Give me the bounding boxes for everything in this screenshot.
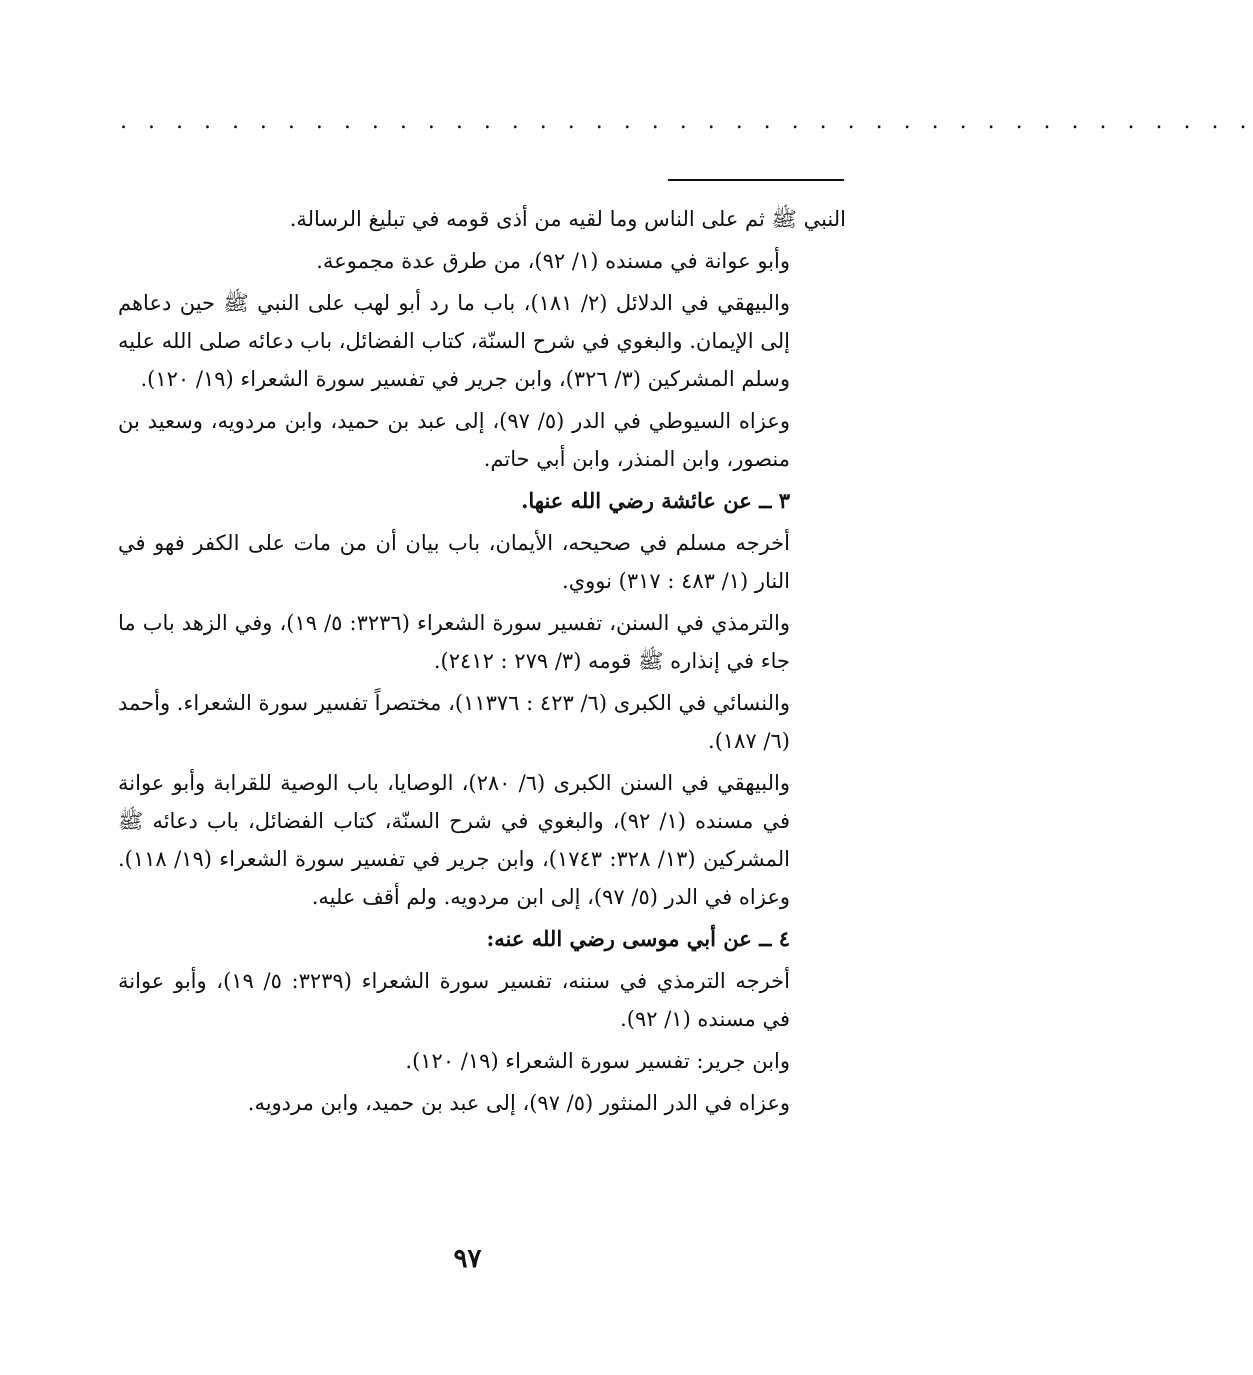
- section-heading-3: ٣ ــ عن عائشة رضي الله عنها.: [521, 488, 790, 513]
- page-body: [118, 200, 846, 1126]
- paragraph-4: وعزاه السيوطي في الدر (٥/ ٩٧)، إلى عبد بن حميد، وابن مردويه، وسعيد بن منصور، وابن المنذر، وابن أبي حاتم.: [118, 409, 790, 471]
- paragraph-11: وعزاه في الدر المنثور (٥/ ٩٧)، إلى عبد بن حميد، وابن مردويه.: [247, 1091, 790, 1115]
- paragraph-3: والبيهقي في الدلائل (٢/ ١٨١)، باب ما رد أبو لهب على النبي ﷺ حين دعاهم إلى الإيمان. والبغوي في شرح السنّة، كتاب الفضائل، باب دعائه صلى الله عليه وسلم المشركين (٣/ ٣٢٦)، وابن جرير في تفسير سورة الشعراء (١٩/ ١٢٠).: [118, 291, 790, 391]
- header-dotted-line: . . . . . . . . . . . . . . . . . . . . . . . . . . . . . . . . . . . . . . . . .: [120, 109, 1253, 134]
- page-number: ٩٧: [453, 1244, 482, 1274]
- paragraph-8: والبيهقي في السنن الكبرى (٦/ ٢٨٠)، الوصايا، باب الوصية للقرابة وأبو عوانة في مسنده (١/ ٩٢)، والبغوي في شرح السنّة، كتاب الفضائل، باب دعائه ﷺ المشركين (١٣/ ٣٢٨: ١٧٤٣)، وابن جرير في تفسير سورة الشعراء (١٩/ ١١٨). وعزاه في الدر (٥/ ٩٧)، إلى ابن مردويه. ولم أقف عليه.: [118, 771, 790, 909]
- footnote-separator-rule: [668, 179, 844, 181]
- paragraph-7: والنسائي في الكبرى (٦/ ٤٢٣ : ١١٣٧٦)، مختصراً تفسير سورة الشعراء. وأحمد (٦/ ١٨٧).: [118, 691, 790, 753]
- section-heading-4: ٤ ــ عن أبي موسى رضي الله عنه:: [486, 926, 790, 951]
- paragraph-10: وابن جرير: تفسير سورة الشعراء (١٩/ ١٢٠).: [405, 1049, 790, 1073]
- paragraph-9: أخرجه الترمذي في سننه، تفسير سورة الشعراء (٣٢٣٩: ٥/ ١٩)، وأبو عوانة في مسنده (١/ ٩٢).: [118, 969, 790, 1031]
- paragraph-2: وأبو عوانة في مسنده (١/ ٩٢)، من طرق عدة مجموعة.: [316, 249, 790, 273]
- paragraph-5: أخرجه مسلم في صحيحه، الأيمان، باب بيان أن من مات على الكفر فهو في النار (١/ ٤٨٣ : ٣١٧) نووي.: [118, 531, 790, 593]
- paragraph-6: والترمذي في السنن، تفسير سورة الشعراء (٣٢٣٦: ٥/ ١٩)، وفي الزهد باب ما جاء في إنذاره ﷺ قومه (٣/ ٢٧٩ : ٢٤١٢).: [118, 611, 790, 673]
- paragraph-1: النبي ﷺ ثم على الناس وما لقيه من أذى قومه في تبليغ الرسالة.: [289, 207, 846, 231]
